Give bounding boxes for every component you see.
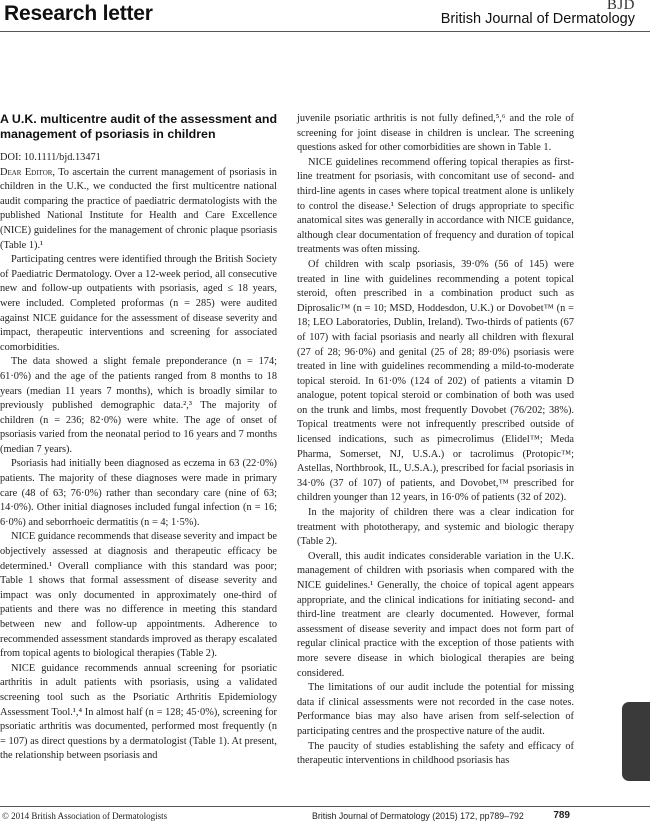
article-title: A U.K. multicentre audit of the assessment and management of psoriasis in children	[0, 112, 278, 141]
right-column	[297, 112, 574, 769]
page-edge-tab	[622, 702, 650, 781]
journal-name: British Journal of Dermatology	[440, 11, 635, 27]
salutation: Dear Editor,	[0, 166, 56, 178]
article-paragraph: The paucity of studies establishing the safety and efficacy of therapeutic interventions in childhood psoriasis has	[297, 740, 574, 767]
doi-link[interactable]: DOI: 10.1111/bjd.13471	[0, 152, 101, 163]
journal-logo: BJD	[606, 0, 635, 13]
left-column	[0, 112, 277, 764]
article-paragraph: Participating centres were identified through the British Society of Paediatric Dermatology. Over a 12-week period, all consecutive new and follow-up outpatients with psoriasis, aged ≤ 18 years, were included. Completed proformas (n = 285) were audited against NICE guidance for the assessment of disease severity and impact, therapeutic interventions and screening for associated comorbidities.	[0, 254, 277, 353]
article-paragraph: NICE guidelines recommend offering topical therapies as first-line treatment for psoriasis, with concomitant use of second- and third-line agents in cases where topical treatment alone is unlikely to control the disease.¹ Selection of drugs appropriate to specific anatomical sites was generally in accordance with NICE guidance, although clear documentation of frequency and duration of topical treatments was often missing.	[297, 156, 574, 256]
copyright-text: © 2014 British Association of Dermatologists	[2, 811, 168, 821]
article-paragraph: Psoriasis had initially been diagnosed as eczema in 63 (22·0%) patients. The majority of these diagnoses were made in primary care (48 of 63; 76·0%) rather than secondary care (nine of 63; 14·0%). Other initial diagnoses included fungal infection (n = 16; 6·0%) and seborrhoeic dermatitis (n = 4; 1·5%).	[0, 458, 277, 528]
article-paragraph: Of children with scalp psoriasis, 39·0% (56 of 145) were treated in line with guidelines recommending a potent topical steroid, often prescribed in a combination product such as Diprosalic™ (n = 10; MSD, Hoddesdon, U.K.) or Dovobet™ (n = 18; LEO Laboratories, Dublin, Ireland). Two-thirds of patients (67 of 107) with facial psoriasis and nearly all children with flexural (27 of 28; 96·0%) and genital (25 of 28; 89·0%) psoriasis were treated in line with guidelines recommending a mild-to-moderate topical steroid. In 61·0% (124 of 202) of patients a vitamin D analogue, potent topical steroid or combination of both was used on the trunk and limbs, most frequently Dovobet (76/202; 38%). Topical treatments were not infrequently prescribed outside of licensed indications, such as pimecrolimus (Elidel™; Meda Pharma, Somerset, NJ, U.S.A.) or tacrolimus (Protopic™; Astellas, Northbrook, IL, U.S.A.), prescribed for facial psoriasis in 34·0% (37 of 107) of patients, and Dovobet,™ prescribed for children younger than 12 years, in 16·0% of patients (32 of 202).	[297, 258, 574, 504]
article-paragraph	[0, 166, 277, 254]
page-number: 789	[553, 810, 570, 821]
article-paragraph: The data showed a slight female preponderance (n = 174; 61·0%) and the age of the patients ranged from 8 months to 18 years (median 11 years 7 months), which is broadly similar to previously published demographic data.²,³ The majority of children (n = 236; 82·0%) were white. The age of onset of psoriasis varied from the neonatal period to 16 years and 7 months (median 7 years).	[0, 356, 277, 455]
section-label: Research letter	[4, 2, 153, 25]
article-paragraph: juvenile psoriatic arthritis is not fully defined,⁵,⁶ and the role of screening for joint disease in children is unclear. The screening questions asked for other comorbidities are shown in Table 1.	[297, 113, 574, 154]
article-paragraph: Overall, this audit indicates considerable variation in the U.K. management of children with psoriasis when compared with the NICE guidelines.¹ Generally, the choice of topical agent appears appropriate, and the clinical indications for initiating second- and third-line treatment are clearly documented. However, formal assessment of disease severity and impact does not form part of regular clinical practice with the exception of those patients with more severe disease in which biological therapies are being considered.	[297, 550, 574, 679]
journal-citation: British Journal of Dermatology (2015) 172, pp789–792	[312, 811, 524, 821]
article-paragraph: NICE guidance recommends that disease severity and impact be objectively assessed at diagnosis and therapeutic efficacy be determined.¹ Overall compliance with this standard was poor; Table 1 shows that formal assessment of disease severity and impact was only documented in approximately one-third of patients and there was no difference in meeting this standard between new and follow-up appointments. Adherence to recommended assessment standards improved as therapy escalated from topical agents to biological therapies (Table 2).	[0, 531, 277, 660]
footer-rule	[0, 806, 650, 807]
article-paragraph: The limitations of our audit include the potential for missing data if clinical assessments were not recorded in the case notes. Performance bias may also have arisen from self-selection of participating centres and the prospective nature of the audit.	[297, 682, 574, 737]
paragraph-text: To ascertain the current management of psoriasis in children in the U.K., we conducted the first multicentre national audit comparing the practice of paediatric dermatologists with the published National Institute for Health and Care Excellence (NICE) guidelines for the management of chronic plaque psoriasis (Table 1).¹	[0, 166, 277, 251]
header-rule	[0, 31, 650, 32]
article-paragraph: NICE guidance recommends annual screening for psoriatic arthritis in adult patients with psoriasis, using a validated screening tool such as the Psoriatic Arthritis Epidemiology Assessment Tool.¹,⁴ In almost half (n = 128; 45·0%), screening for psoriatic arthritis was documented, performed most frequently (n = 107) as direct questions by a dermatologist (Table 1). At present, the relationship between psoriasis and	[0, 662, 277, 762]
article-paragraph: In the majority of children there was a clear indication for treatment with phototherapy, and systemic and biologic therapy (Table 2).	[297, 507, 574, 548]
